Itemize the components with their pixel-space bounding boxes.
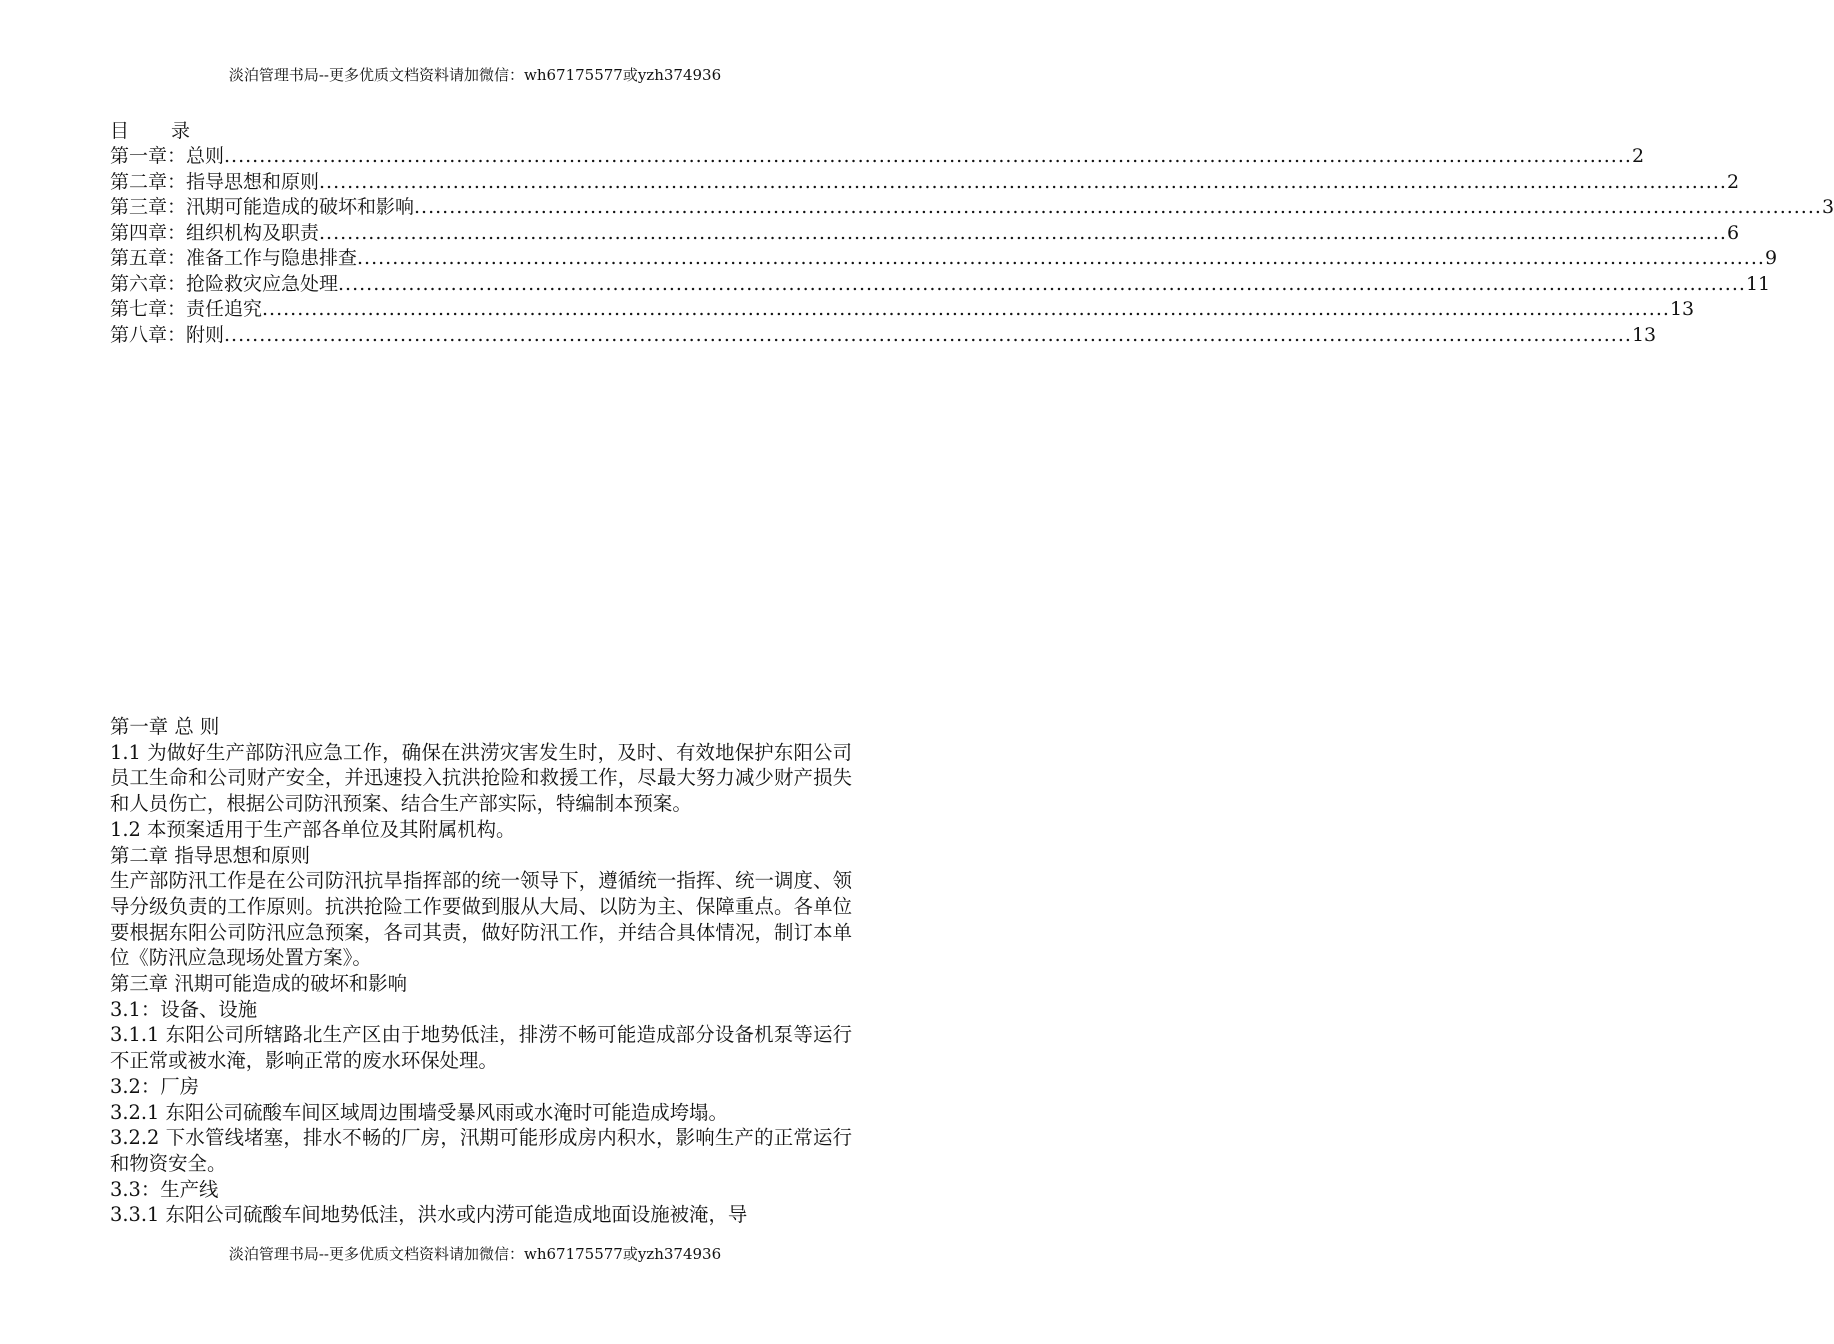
body-paragraph: 生产部防汛工作是在公司防汛抗旱指挥部的统一领导下，遵循统一指挥、统一调度、领导分级负责的工作原则。抗洪抢险工作要做到服从大局、以防为主、保障重点。各单位要根据东阳公司防汛应急预案，各司其责，做好防汛工作，并结合具体情况，制订本单位《防汛应急现场处置方案》。 <box>110 869 852 970</box>
toc-dot-leader: ........................................................................................................................................................................................................ <box>357 247 1765 269</box>
toc-dot-leader: ........................................................................................................................................................................................................ <box>224 323 1632 346</box>
document-body <box>110 714 852 1228</box>
toc-entry-label: 第七章：责任追究 <box>110 298 263 320</box>
body-paragraph: 3.3.1 东阳公司硫酸车间地势低洼，洪水或内涝可能造成地面设施被淹，导 <box>110 1203 748 1227</box>
toc-entry[interactable] <box>110 246 1778 272</box>
body-paragraph: 3.2.1 东阳公司硫酸车间区域周边围墙受暴风雨或水淹时可能造成垮塌。 <box>110 1100 728 1124</box>
page-header: 淡泊管理书局--更多优质文档资料请加微信：wh67175577或yzh374936 <box>228 66 722 84</box>
toc-entry-page: 11 <box>1745 272 1771 295</box>
toc-entry[interactable] <box>110 221 1740 247</box>
toc-title: 目 录 <box>110 120 209 142</box>
toc-entry-page: 9 <box>1764 247 1778 269</box>
toc-entry-label: 第八章：附则 <box>110 323 225 346</box>
toc-entry[interactable] <box>110 323 1657 349</box>
toc-entry-page: 6 <box>1726 221 1740 244</box>
body-paragraph: 3.3：生产线 <box>110 1177 219 1201</box>
body-paragraph: 3.2：厂房 <box>110 1074 200 1098</box>
toc-entry-page: 2 <box>1631 145 1645 167</box>
toc-dot-leader: ........................................................................................................................................................................................................ <box>319 170 1727 193</box>
toc-entry[interactable] <box>110 144 1645 170</box>
toc-entry[interactable] <box>110 297 1695 323</box>
toc-entry-label: 第五章：准备工作与隐患排查 <box>110 247 358 269</box>
toc-dot-leader: ........................................................................................................................................................................................................ <box>414 196 1822 218</box>
toc-entry-page: 13 <box>1631 323 1657 346</box>
page-footer: 淡泊管理书局--更多优质文档资料请加微信：wh67175577或yzh374936 <box>228 1245 722 1263</box>
toc-dot-leader: ........................................................................................................................................................................................................ <box>338 272 1746 295</box>
toc-entry[interactable] <box>110 195 1834 221</box>
toc-entry-page: 3 <box>1821 196 1834 218</box>
toc-dot-leader: ........................................................................................................................................................................................................ <box>224 145 1632 167</box>
toc-entry-label: 第三章：汛期可能造成的破坏和影响 <box>110 196 415 218</box>
toc-dot-leader: ........................................................................................................................................................................................................ <box>319 221 1727 244</box>
body-paragraph: 1.2 本预案适用于生产部各单位及其附属机构。 <box>110 817 516 841</box>
toc-entry[interactable] <box>110 170 1740 196</box>
body-paragraph: 3.2.2 下水管线堵塞，排水不畅的厂房，汛期可能形成房内积水，影响生产的正常运行和物资安全。 <box>110 1126 852 1175</box>
body-paragraph: 3.1.1 东阳公司所辖路北生产区由于地势低洼，排涝不畅可能造成部分设备机泵等运行不正常或被水淹，影响正常的废水环保处理。 <box>110 1023 852 1073</box>
toc-entry-label: 第二章：指导思想和原则 <box>110 170 320 193</box>
toc-dot-leader: ........................................................................................................................................................................................................ <box>262 298 1670 320</box>
body-paragraph: 3.1：设备、设施 <box>110 997 258 1021</box>
toc-entry-page: 2 <box>1726 170 1740 193</box>
body-paragraph: 1.1 为做好生产部防汛应急工作，确保在洪涝灾害发生时，及时、有效地保护东阳公司员工生命和公司财产安全，并迅速投入抗洪抢险和救援工作，尽最大努力减少财产损失和人员伤亡，根据公司防汛预案、结合生产部实际，特编制本预案。 <box>110 740 852 816</box>
toc-entries <box>110 144 1834 348</box>
toc-entry[interactable] <box>110 272 1771 298</box>
toc-entry-label: 第四章：组织机构及职责 <box>110 221 320 244</box>
toc-entry-label: 第六章：抢险救灾应急处理 <box>110 272 339 295</box>
body-paragraph: 第二章 指导思想和原则 <box>110 843 311 867</box>
body-paragraph: 第三章 汛期可能造成的破坏和影响 <box>110 972 408 996</box>
toc-entry-label: 第一章：总则 <box>110 145 225 167</box>
toc-entry-page: 13 <box>1669 298 1695 320</box>
body-paragraph: 第一章 总 则 <box>110 715 220 738</box>
table-of-contents <box>110 118 1834 348</box>
